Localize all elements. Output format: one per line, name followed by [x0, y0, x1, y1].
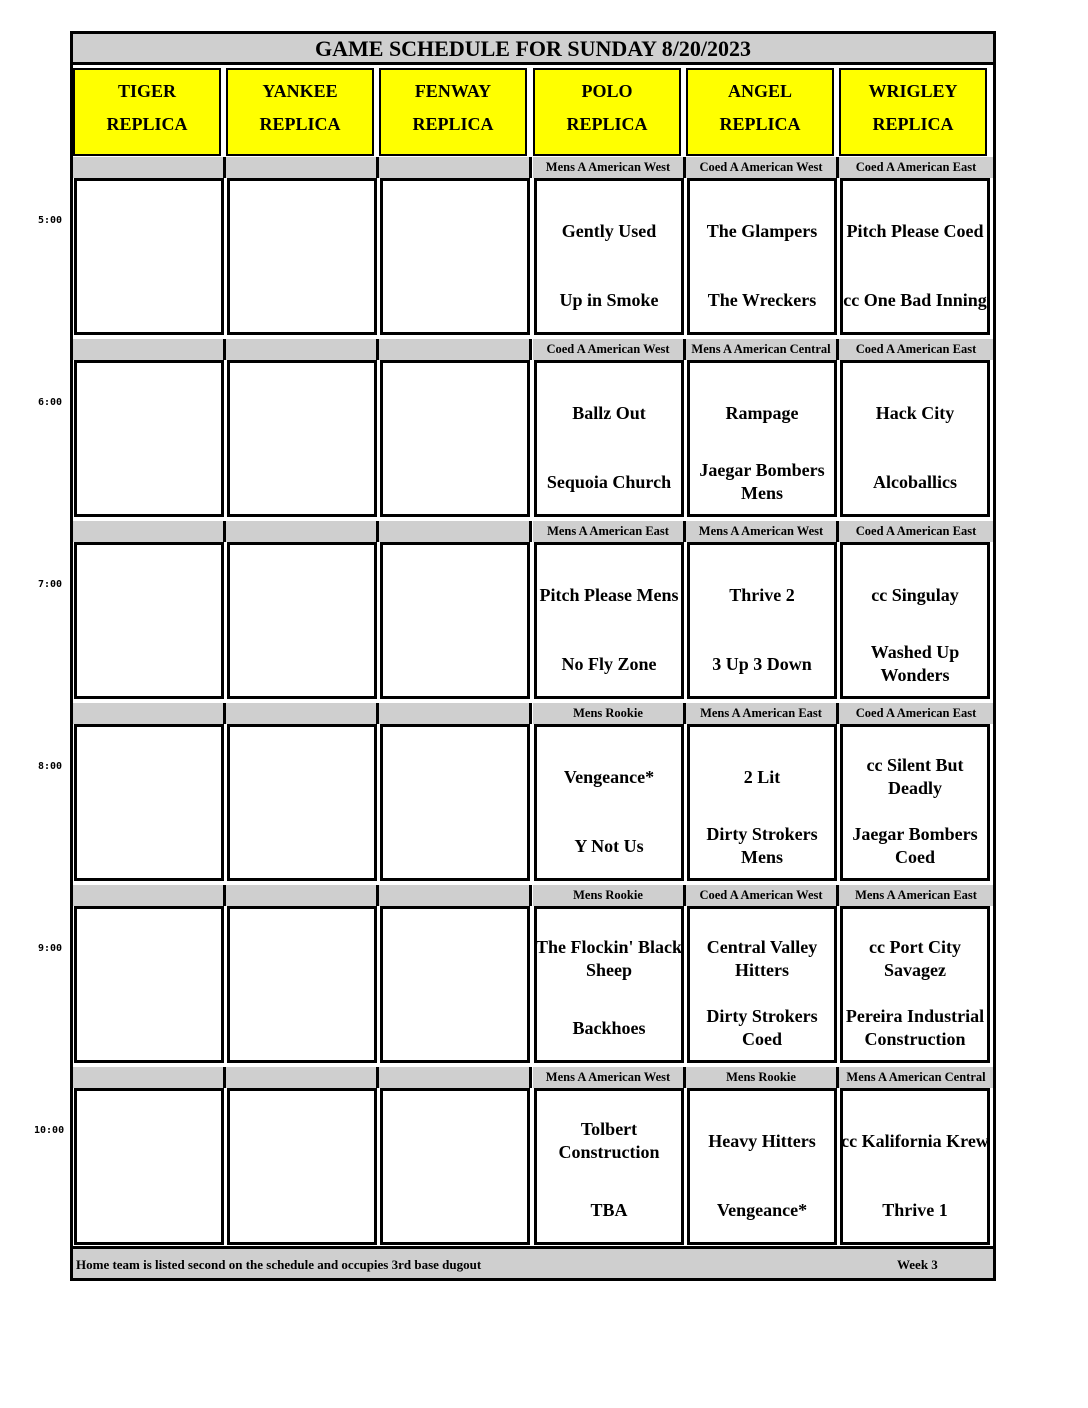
away-team — [227, 570, 377, 620]
game-cell — [840, 906, 990, 1063]
division-label — [73, 1067, 226, 1088]
away-team: Thrive 2 — [729, 584, 795, 605]
away-team: Heavy Hitters — [708, 1130, 816, 1151]
field-subtitle: REPLICA — [259, 114, 341, 134]
division-label: Coed A American East — [839, 703, 993, 724]
field-header — [73, 68, 221, 156]
away-team — [74, 570, 224, 620]
division-label: Coed A American West — [686, 885, 839, 906]
field-name: FENWAY — [414, 81, 492, 101]
division-label — [73, 521, 226, 542]
field-name: TIGER — [117, 81, 177, 101]
home-team: Backhoes — [572, 1017, 646, 1038]
home-team — [380, 1185, 530, 1235]
division-label — [73, 885, 226, 906]
home-team: Y Not Us — [574, 835, 644, 856]
field-header — [686, 68, 834, 156]
home-team — [74, 1003, 224, 1053]
time-label: 6:00 — [38, 397, 63, 408]
field-name: ANGEL — [727, 81, 792, 101]
home-team — [74, 821, 224, 871]
game-cell — [74, 542, 224, 699]
home-team: Up in Smoke — [559, 289, 659, 310]
home-team: Dirty Strokers Mens — [706, 824, 818, 867]
away-team: Vengeance* — [563, 766, 655, 787]
game-cell — [534, 178, 684, 335]
field-subtitle: REPLICA — [566, 114, 648, 134]
division-label — [226, 521, 379, 542]
home-team — [74, 275, 224, 325]
away-team: cc Silent But Deadly — [866, 755, 964, 798]
home-team: Pereira Industrial Construction — [845, 1006, 985, 1049]
away-team: 2 Lit — [743, 766, 781, 787]
game-cell — [840, 178, 990, 335]
field-subtitle: REPLICA — [872, 114, 954, 134]
away-team — [74, 1116, 224, 1166]
division-label — [379, 521, 532, 542]
away-team: Hack City — [875, 402, 955, 423]
game-cell — [687, 542, 837, 699]
division-label: Coed A American West — [686, 157, 839, 178]
away-team — [227, 752, 377, 802]
game-cell — [227, 178, 377, 335]
away-team — [380, 206, 530, 256]
game-cell — [227, 542, 377, 699]
game-cell — [534, 1088, 684, 1245]
division-label: Mens A American East — [839, 885, 993, 906]
division-label — [379, 339, 532, 360]
game-cell — [840, 1088, 990, 1245]
division-label — [226, 703, 379, 724]
time-label: 8:00 — [38, 761, 63, 772]
field-name: WRIGLEY — [868, 81, 958, 101]
away-team — [74, 934, 224, 984]
away-team — [227, 206, 377, 256]
game-cell — [74, 360, 224, 517]
home-team: 3 Up 3 Down — [712, 653, 812, 674]
away-team — [380, 934, 530, 984]
home-team — [227, 275, 377, 325]
away-team — [74, 206, 224, 256]
game-block — [73, 542, 993, 699]
away-team — [227, 1116, 377, 1166]
division-label: Mens A American West — [533, 157, 686, 178]
division-label — [226, 339, 379, 360]
home-team — [227, 1003, 377, 1053]
away-team: The Flockin' Black Sheep — [535, 937, 683, 980]
away-team — [380, 752, 530, 802]
field-header — [839, 68, 987, 156]
game-cell — [74, 178, 224, 335]
division-row — [73, 157, 993, 178]
away-team: Ballz Out — [572, 402, 646, 423]
field-header — [226, 68, 374, 156]
home-team — [380, 1003, 530, 1053]
field-name: POLO — [581, 81, 633, 101]
division-label — [73, 157, 226, 178]
away-team: cc Kalifornia Krew — [841, 1130, 989, 1151]
time-label: 5:00 — [38, 215, 63, 226]
game-cell — [534, 360, 684, 517]
division-label: Mens Rookie — [533, 703, 686, 724]
time-label: 9:00 — [38, 943, 63, 954]
field-name: YANKEE — [262, 81, 338, 101]
game-block — [73, 1088, 993, 1245]
game-cell — [687, 906, 837, 1063]
game-cell — [227, 724, 377, 881]
division-label — [379, 157, 532, 178]
division-label — [226, 1067, 379, 1088]
game-cell — [380, 906, 530, 1063]
game-cell — [380, 360, 530, 517]
game-cell — [840, 542, 990, 699]
division-label — [379, 1067, 532, 1088]
away-team: The Glampers — [706, 220, 818, 241]
game-block — [73, 178, 993, 335]
away-team: Tolbert Construction — [558, 1119, 660, 1162]
game-cell — [380, 724, 530, 881]
home-team: The Wreckers — [707, 289, 817, 310]
division-label — [379, 703, 532, 724]
time-label: 10:00 — [34, 1125, 65, 1136]
division-label: Coed A American East — [839, 339, 993, 360]
home-team — [227, 639, 377, 689]
game-cell — [687, 1088, 837, 1245]
week-label: Week 3 — [897, 1257, 938, 1272]
game-cell — [534, 906, 684, 1063]
division-label: Mens Rookie — [533, 885, 686, 906]
division-label: Coed A American East — [839, 157, 993, 178]
away-team — [227, 934, 377, 984]
field-header — [379, 68, 527, 156]
game-cell — [687, 724, 837, 881]
division-label: Mens Rookie — [686, 1067, 839, 1088]
home-team: Alcoballics — [873, 471, 957, 492]
division-label — [379, 885, 532, 906]
home-team — [380, 275, 530, 325]
division-label: Mens A American West — [533, 1067, 686, 1088]
game-cell — [687, 360, 837, 517]
away-team: Rampage — [725, 402, 799, 423]
division-label: Mens A American East — [686, 703, 839, 724]
game-block — [73, 724, 993, 881]
away-team — [74, 388, 224, 438]
division-row — [73, 885, 993, 906]
game-block — [73, 360, 993, 517]
away-team — [74, 752, 224, 802]
division-label — [226, 157, 379, 178]
home-team — [227, 1185, 377, 1235]
home-team — [380, 639, 530, 689]
game-cell — [227, 1088, 377, 1245]
footer-bar — [73, 1246, 993, 1278]
division-label: Coed A American West — [533, 339, 686, 360]
game-cell — [840, 724, 990, 881]
division-label: Mens A American Central — [686, 339, 839, 360]
home-team: Washed Up Wonders — [870, 642, 960, 685]
away-team: cc Port City Savagez — [869, 937, 961, 980]
home-team — [380, 457, 530, 507]
away-team — [380, 570, 530, 620]
field-subtitle: REPLICA — [719, 114, 801, 134]
home-team: Jaegar Bombers Coed — [852, 824, 978, 867]
game-cell — [380, 542, 530, 699]
home-team: Sequoia Church — [546, 471, 672, 492]
home-team — [380, 821, 530, 871]
home-team — [74, 639, 224, 689]
division-label — [226, 885, 379, 906]
away-team — [227, 388, 377, 438]
away-team: Gently Used — [561, 220, 657, 241]
away-team: Pitch Please Mens — [539, 584, 679, 605]
away-team: cc Singulay — [871, 584, 959, 605]
game-cell — [74, 1088, 224, 1245]
division-row — [73, 703, 993, 724]
schedule-sheet — [70, 31, 996, 1281]
home-team — [74, 457, 224, 507]
division-label — [73, 339, 226, 360]
home-team: Dirty Strokers Coed — [706, 1006, 818, 1049]
division-label: Mens A American West — [686, 521, 839, 542]
division-row — [73, 521, 993, 542]
division-label: Coed A American East — [839, 521, 993, 542]
game-cell — [227, 360, 377, 517]
game-cell — [534, 542, 684, 699]
game-block — [73, 906, 993, 1063]
game-cell — [227, 906, 377, 1063]
division-label: Mens A American Central — [839, 1067, 993, 1088]
game-cell — [687, 178, 837, 335]
field-header — [533, 68, 681, 156]
away-team: Pitch Please Coed — [846, 220, 984, 241]
time-label: 7:00 — [38, 579, 63, 590]
game-cell — [380, 178, 530, 335]
division-row — [73, 1067, 993, 1088]
away-team: Central Valley Hitters — [706, 937, 818, 980]
home-team: cc One Bad Inning — [843, 289, 987, 310]
game-cell — [74, 906, 224, 1063]
home-team — [74, 1185, 224, 1235]
schedule-title: GAME SCHEDULE FOR SUNDAY 8/20/2023 — [73, 34, 993, 65]
division-label: Mens A American East — [533, 521, 686, 542]
game-cell — [534, 724, 684, 881]
home-team: TBA — [590, 1199, 628, 1220]
game-cell — [840, 360, 990, 517]
division-label — [73, 703, 226, 724]
home-team — [227, 457, 377, 507]
home-team — [227, 821, 377, 871]
home-team: Jaegar Bombers Mens — [699, 460, 825, 503]
game-cell — [380, 1088, 530, 1245]
home-team: No Fly Zone — [561, 653, 657, 674]
division-row — [73, 339, 993, 360]
home-team-note: Home team is listed second on the schedule and occupies 3rd base dugout — [76, 1257, 482, 1272]
field-subtitle: REPLICA — [106, 114, 188, 134]
field-subtitle: REPLICA — [412, 114, 494, 134]
away-team — [380, 388, 530, 438]
game-cell — [74, 724, 224, 881]
away-team — [380, 1116, 530, 1166]
home-team: Thrive 1 — [882, 1199, 948, 1220]
home-team: Vengeance* — [716, 1199, 808, 1220]
